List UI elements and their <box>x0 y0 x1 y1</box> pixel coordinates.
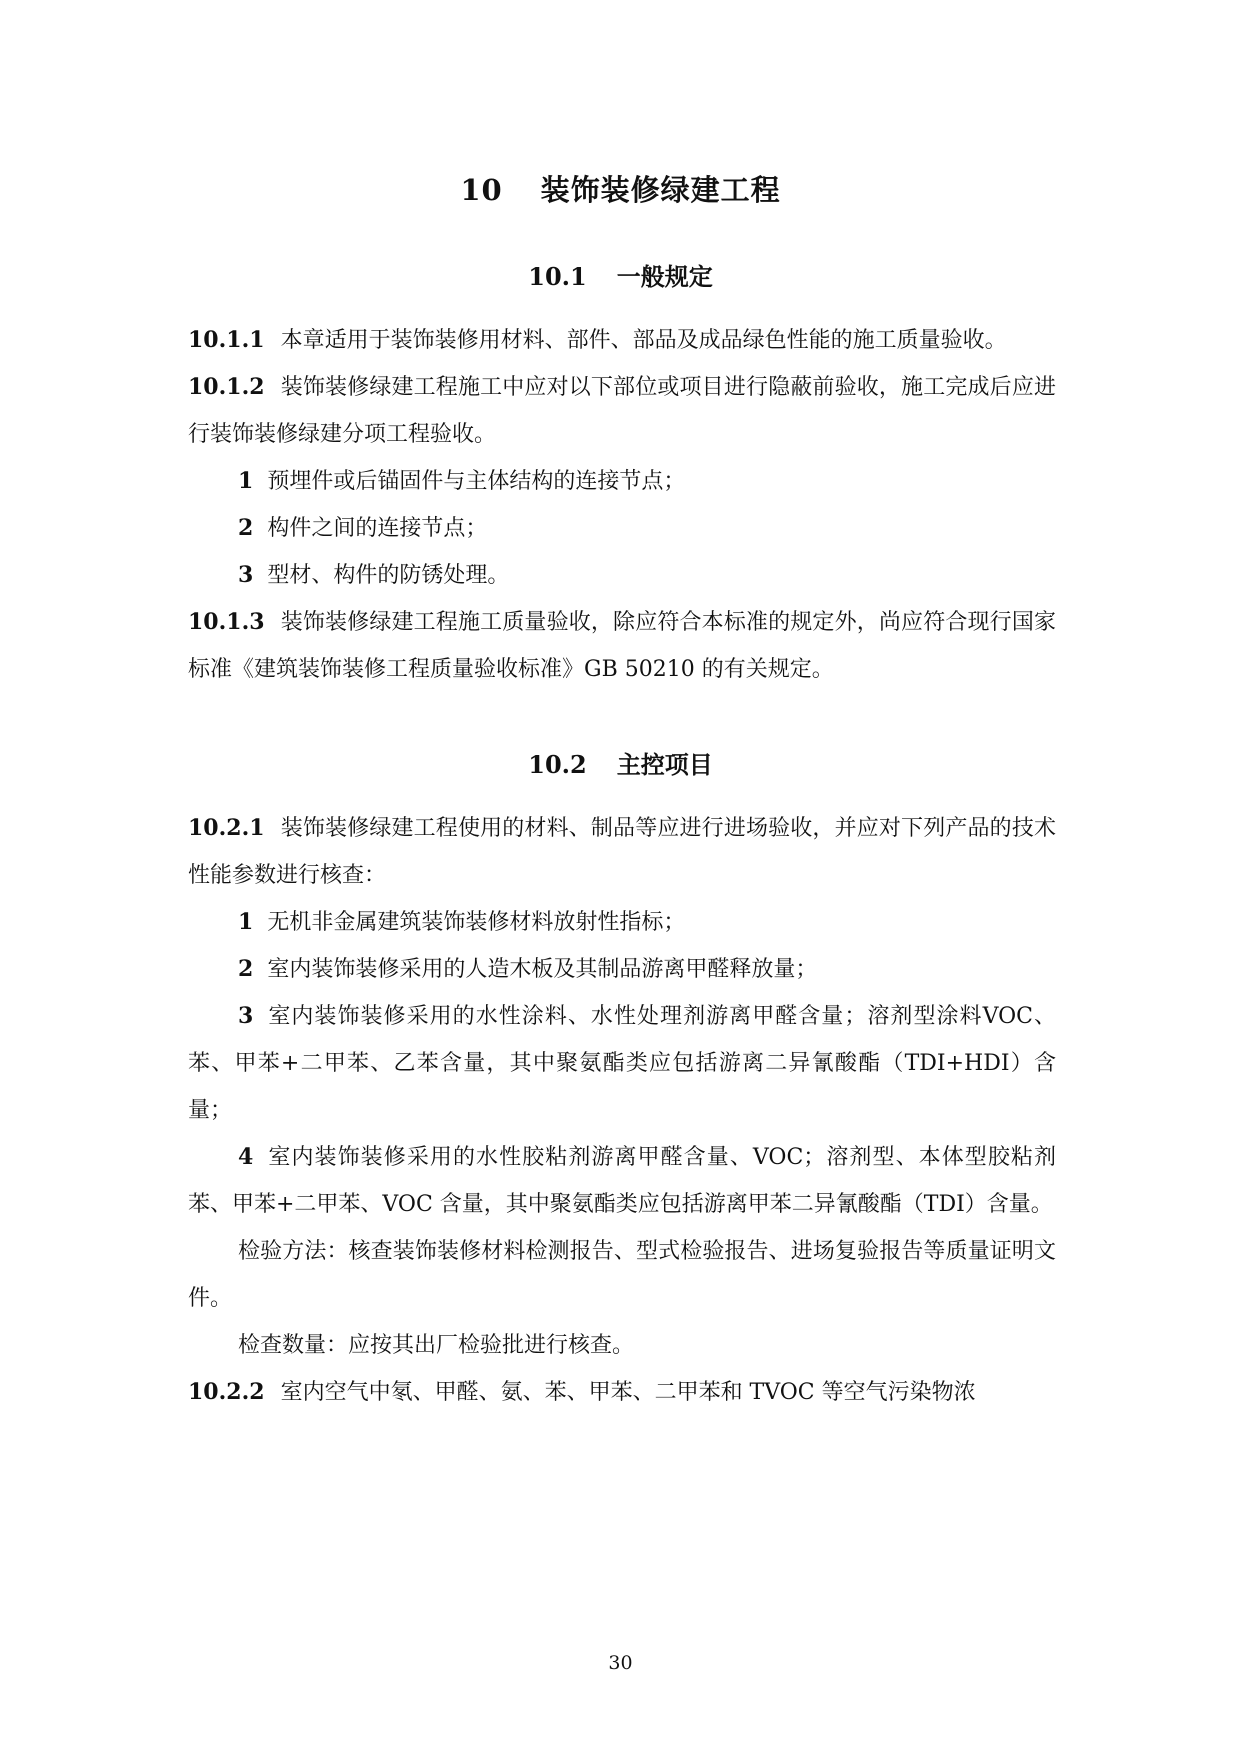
section-number: 10.2 <box>528 750 587 779</box>
clause-number: 10.2.1 <box>188 815 265 841</box>
chapter-title-text: 装饰装修绿建工程 <box>540 173 781 207</box>
clause-10-1-1 <box>188 317 1056 364</box>
section-title-10-2 <box>0 745 1241 780</box>
item-text: 型材、构件的防锈处理。 <box>267 563 510 588</box>
section-title-text: 一般规定 <box>616 262 713 291</box>
item-number: 3 <box>238 1003 254 1029</box>
item-number: 2 <box>238 515 254 541</box>
section-title-text: 主控项目 <box>616 750 713 779</box>
section-10-2-body <box>188 805 1056 1416</box>
clause-text: 本章适用于装饰装修用材料、部件、部品及成品绿色性能的施工质量验收。 <box>280 328 1007 353</box>
clause-number: 10.1.3 <box>188 609 265 635</box>
clause-text: 装饰装修绿建工程施工质量验收，除应符合本标准的规定外，尚应符合现行国家标准《建筑装饰装修工程质量验收标准》GB 50210 的有关规定。 <box>188 610 1056 682</box>
item-text: 室内装饰装修采用的水性胶粘剂游离甲醛含量、VOC；溶剂型、本体型胶粘剂苯、甲苯+二甲苯、VOC 含量，其中聚氨酯类应包括游离甲苯二异氰酸酯（TDI）含量。 <box>188 1145 1056 1217</box>
section-10-1-body <box>188 317 1056 693</box>
item-number: 2 <box>238 956 254 982</box>
list-item <box>188 946 1056 993</box>
chapter-number: 10 <box>460 173 503 207</box>
section-number: 10.1 <box>528 262 587 291</box>
list-item <box>188 899 1056 946</box>
clause-text: 室内空气中氡、甲醛、氨、苯、甲苯、二甲苯和 TVOC 等空气污染物浓 <box>280 1380 976 1405</box>
item-number: 1 <box>238 468 254 494</box>
list-item <box>188 1134 1056 1228</box>
section-title-10-1 <box>0 257 1241 292</box>
clause-number: 10.2.2 <box>188 1379 265 1405</box>
clause-number: 10.1.2 <box>188 374 265 400</box>
list-item <box>188 552 1056 599</box>
list-item <box>188 505 1056 552</box>
item-number: 4 <box>238 1144 254 1170</box>
chapter-title <box>0 168 1241 209</box>
clause-text: 装饰装修绿建工程施工中应对以下部位或项目进行隐蔽前验收，施工完成后应进行装饰装修绿建分项工程验收。 <box>188 375 1056 447</box>
item-number: 3 <box>238 562 254 588</box>
item-text: 构件之间的连接节点； <box>267 516 488 541</box>
clause-text: 装饰装修绿建工程使用的材料、制品等应进行进场验收，并应对下列产品的技术性能参数进行核查： <box>188 816 1056 888</box>
inspection-method: 检验方法：核查装饰装修材料检测报告、型式检验报告、进场复验报告等质量证明文件。 <box>188 1239 1056 1311</box>
item-text: 预埋件或后锚固件与主体结构的连接节点； <box>267 469 686 494</box>
page-number: 30 <box>608 1652 633 1674</box>
item-number: 1 <box>238 909 254 935</box>
clause-10-2-1 <box>188 805 1056 899</box>
clause-10-2-2 <box>188 1369 1056 1416</box>
inspection-quantity: 检查数量：应按其出厂检验批进行核查。 <box>238 1333 635 1358</box>
list-item <box>188 458 1056 505</box>
clause-10-1-2 <box>188 364 1056 458</box>
item-text: 室内装饰装修采用的水性涂料、水性处理剂游离甲醛含量；溶剂型涂料VOC、苯、甲苯+二甲苯、乙苯含量，其中聚氨酯类应包括游离二异氰酸酯（TDI+HDI）含量； <box>188 1004 1056 1123</box>
list-item <box>188 993 1056 1134</box>
item-text: 室内装饰装修采用的人造木板及其制品游离甲醛释放量； <box>267 957 818 982</box>
clause-number: 10.1.1 <box>188 327 265 353</box>
clause-10-1-3 <box>188 599 1056 693</box>
item-text: 无机非金属建筑装饰装修材料放射性指标； <box>267 910 686 935</box>
